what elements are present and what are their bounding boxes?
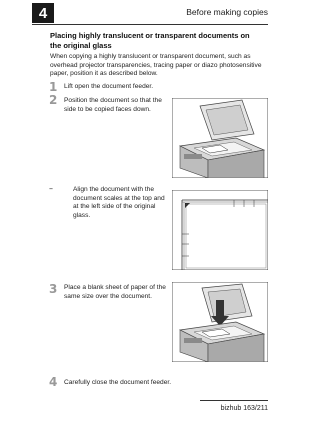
- page-header-title: Before making copies: [186, 7, 268, 17]
- step-1-number: 1: [49, 80, 58, 94]
- chapter-number-badge: 4: [32, 3, 54, 23]
- footer-model-name: bizhub 163/211: [220, 405, 268, 412]
- document-scale-illustration: [172, 190, 268, 270]
- step-1-text: Lift open the document feeder.: [64, 83, 154, 90]
- figure-open-feeder: [172, 98, 268, 178]
- footer-divider: [200, 400, 268, 401]
- copier-open-feeder-illustration: [172, 98, 268, 178]
- section-intro: When copying a highly translucent or transparent document, such as overhead projector transparencies, tracing paper or diazo photosensitive paper, position it as described below.: [50, 53, 262, 78]
- step-3-number: 3: [49, 282, 58, 296]
- header-divider: [32, 24, 268, 25]
- figure-blank-sheet: [172, 282, 268, 362]
- step-4-number: 4: [49, 375, 58, 389]
- step-2-number: 2: [49, 93, 58, 107]
- step-3-text: Place a blank sheet of paper of the same size over the document.: [64, 284, 166, 300]
- step-2-substep-text: Align the document with the document scales at the top and at the left side of the original glass.: [73, 186, 165, 219]
- step-4-text: Carefully close the document feeder.: [64, 379, 172, 386]
- bullet-dash: –: [49, 184, 53, 193]
- figure-document-scales: [172, 190, 268, 270]
- step-2-text: Position the document so that the side to be copied faces down.: [64, 97, 162, 113]
- copier-blank-sheet-illustration: [172, 282, 268, 362]
- section-heading: Placing highly translucent or transparent documents on the original glass: [50, 31, 250, 50]
